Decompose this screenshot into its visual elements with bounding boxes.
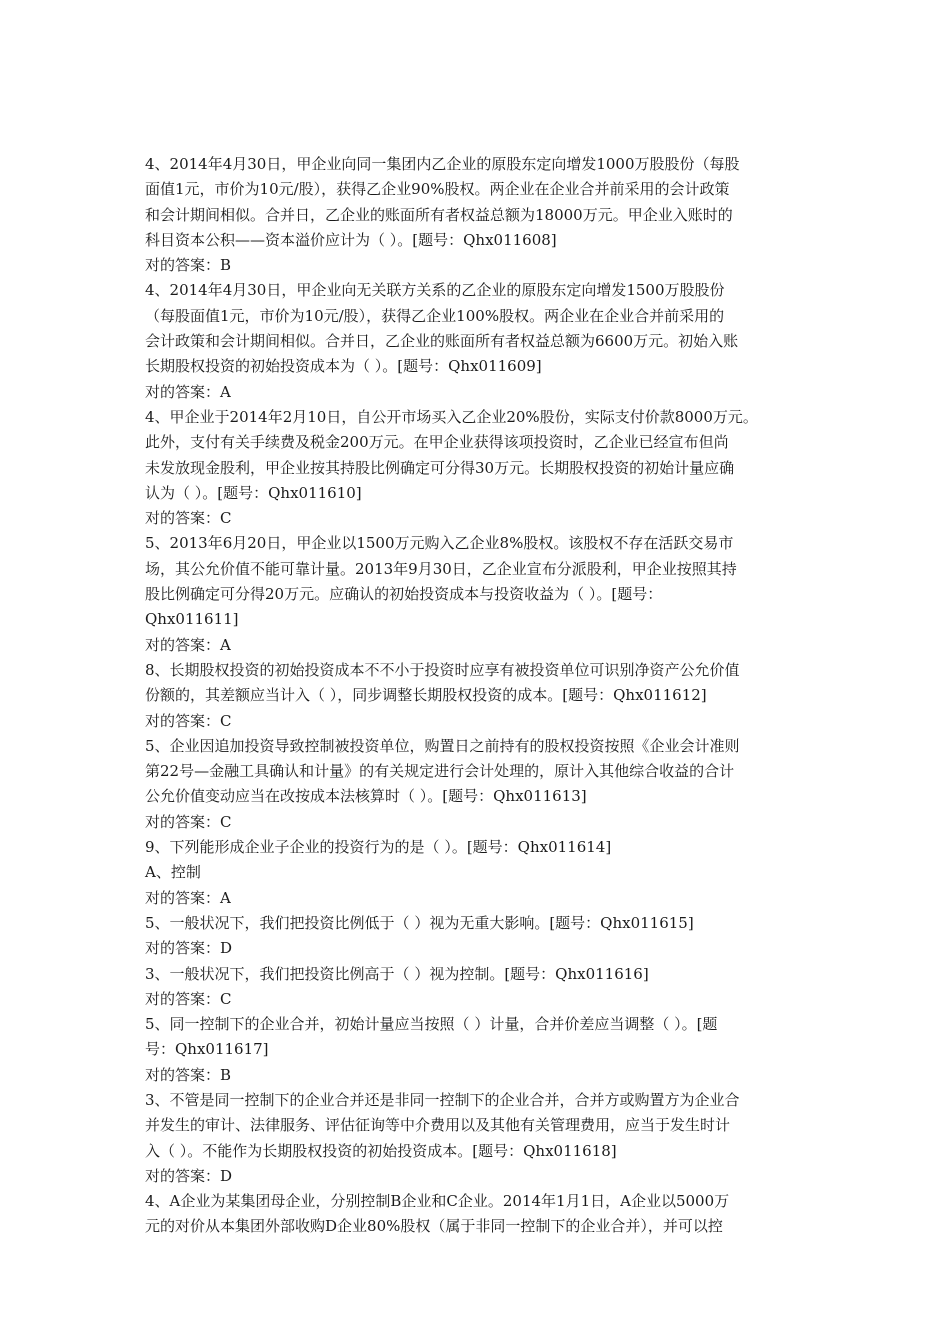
text-line: Qhx011611]	[145, 610, 239, 629]
text-line: 5、一般状况下，我们把投资比例低于（ ）视为无重大影响。[题号：Qhx011615]	[145, 913, 694, 932]
text-line: 认为（ ）。[题号：Qhx011610]	[145, 483, 362, 502]
text-line: 和会计期间相似。合并日，乙企业的账面所有者权益总额为18000万元。甲企业入账时的	[145, 205, 733, 224]
text-line: 第22号—金融工具确认和计量》的有关规定进行会计处理的，原计入其他综合收益的合计	[145, 762, 735, 781]
text-line: 3、一般状况下，我们把投资比例高于（ ）视为控制。[题号：Qhx011616]	[145, 964, 649, 983]
text-line: 此外，支付有关手续费及税金200万元。在甲企业获得该项投资时，乙企业已经宣布但尚	[145, 433, 729, 452]
text-line: 对的答案：C	[145, 711, 232, 730]
document-body	[145, 152, 813, 1240]
text-line: 对的答案：C	[145, 509, 232, 528]
text-line: 9、下列能形成企业子企业的投资行为的是（ ）。[题号：Qhx011614]	[145, 838, 612, 857]
text-line: 入（ ）。不能作为长期股权投资的初始投资成本。[题号：Qhx011618]	[145, 1141, 617, 1160]
text-line: 科目资本公积——资本溢价应计为（ ）。[题号：Qhx011608]	[145, 230, 557, 249]
text-line: 4、甲企业于2014年2月10日，自公开市场买入乙企业20%股份，实际支付价款8000万元。	[145, 407, 758, 426]
text-line: 未发放现金股利，甲企业按其持股比例确定可分得30万元。长期股权投资的初始计量应确	[145, 458, 735, 477]
text-line: 4、2014年4月30日，甲企业向无关联方关系的乙企业的原股东定向增发1500万股股份	[145, 281, 725, 300]
text-line: 对的答案：D	[145, 1166, 233, 1185]
text-line: 对的答案：C	[145, 812, 232, 831]
text-line: 4、A企业为某集团母企业，分别控制B企业和C企业。2014年1月1日，A企业以5000万	[145, 1192, 730, 1211]
text-line: 4、2014年4月30日，甲企业向同一集团内乙企业的原股东定向增发1000万股股份（每股	[145, 155, 740, 173]
text-line: 股比例确定可分得20万元。应确认的初始投资成本与投资收益为（ ）。[题号：	[145, 585, 663, 604]
text-line: A、控制	[145, 863, 201, 882]
text-line: 对的答案：D	[145, 939, 233, 958]
text-line: 对的答案：A	[145, 635, 231, 654]
text-line: 3、不管是同一控制下的企业合并还是非同一控制下的企业合并，合并方或购置方为企业合	[145, 1090, 740, 1109]
text-line: 号：Qhx011617]	[145, 1040, 269, 1059]
text-line: 对的答案：B	[145, 1065, 232, 1084]
text-line: 对的答案：B	[145, 256, 232, 275]
text-line: （每股面值1元，市价为10元/股），获得乙企业100%股权。两企业在企业合并前采用的	[145, 306, 725, 325]
text-line: 5、2013年6月20日，甲企业以1500万元购入乙企业8%股权。该股权不存在活跃交易市	[145, 534, 734, 553]
text-line: 5、企业因追加投资导致控制被投资单位，购置日之前持有的股权投资按照《企业会计准则	[145, 736, 740, 755]
text-line: 会计政策和会计期间相似。合并日，乙企业的账面所有者权益总额为6600万元。初始入账	[145, 332, 739, 351]
text-line: 公允价值变动应当在改按成本法核算时（ ）。[题号：Qhx011613]	[145, 787, 587, 806]
text-line: 场，其公允价值不能可靠计量。2013年9月30日，乙企业宣布分派股利，甲企业按照其持	[145, 559, 737, 578]
text-line: 长期股权投资的初始投资成本为（ ）。[题号：Qhx011609]	[145, 357, 542, 376]
text-line: 并发生的审计、法律服务、评估征询等中介费用以及其他有关管理费用，应当于发生时计	[145, 1116, 731, 1135]
text-line: 份额的，其差额应当计入（ ），同步调整长期股权投资的成本。[题号：Qhx011612]	[145, 686, 707, 705]
text-line: 对的答案：A	[145, 382, 231, 401]
text-line: 元的对价从本集团外部收购D企业80%股权（属于非同一控制下的企业合并），并可以控	[145, 1217, 723, 1236]
text-line: 8、长期股权投资的初始投资成本不不小于投资时应享有被投资单位可识别净资产公允价值	[145, 660, 740, 679]
text-line: 对的答案：C	[145, 989, 232, 1008]
text-line: 对的答案：A	[145, 888, 231, 907]
text-line: 面值1元，市价为10元/股），获得乙企业90%股权。两企业在企业合并前采用的会计政策	[145, 180, 730, 199]
text-line: 5、同一控制下的企业合并，初始计量应当按照（ ）计量，合并价差应当调整（ ）。[题	[145, 1015, 718, 1034]
